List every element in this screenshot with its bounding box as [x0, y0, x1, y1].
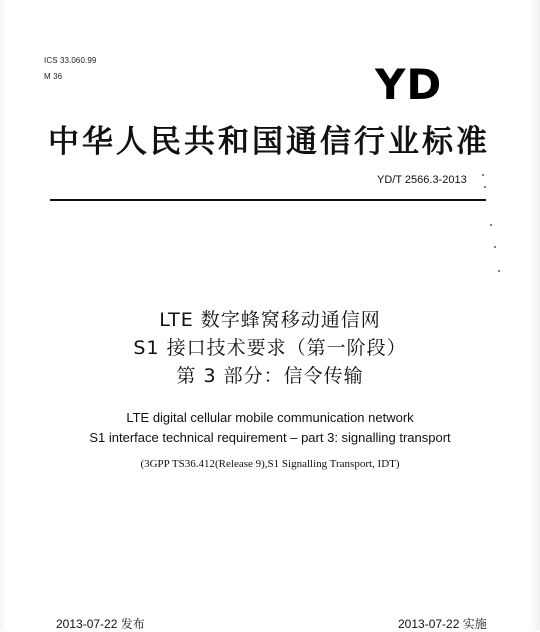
issue-date: 2013-07-22 发布: [56, 617, 145, 631]
standard-number: YD/T 2566.3-2013: [377, 174, 467, 186]
title-cn-line: S1 接口技术要求（第一阶段）: [133, 337, 407, 359]
scan-speck: [494, 246, 496, 248]
standard-category-title: 中华人民共和国通信行业标准: [48, 124, 490, 160]
yd-logo-text: YD: [375, 61, 443, 105]
implementation-date: 2013-07-22 实施: [398, 617, 487, 631]
title-en-line: S1 interface technical requirement – part 3: signalling transport: [89, 430, 451, 445]
ics-code: ICS 33.060.99: [44, 56, 97, 65]
title-en-line: LTE digital cellular mobile communication network: [126, 410, 414, 425]
document-title-chinese: [0, 306, 540, 390]
title-cn-line: 第 3 部分：信令传输: [176, 365, 364, 387]
title-cn-line: LTE 数字蜂窝移动通信网: [159, 309, 381, 331]
scan-speck: [498, 270, 500, 272]
scan-speck: [484, 186, 486, 188]
header-divider: [50, 199, 486, 201]
yd-logo: [375, 61, 479, 105]
scan-speck: [490, 224, 492, 226]
document-title-english: [0, 408, 540, 448]
classification-code: M 36: [44, 72, 63, 81]
equivalence-note: (3GPP TS36.412(Release 9),S1 Signalling Transport, IDT): [140, 458, 400, 470]
scan-speck: [482, 174, 484, 176]
